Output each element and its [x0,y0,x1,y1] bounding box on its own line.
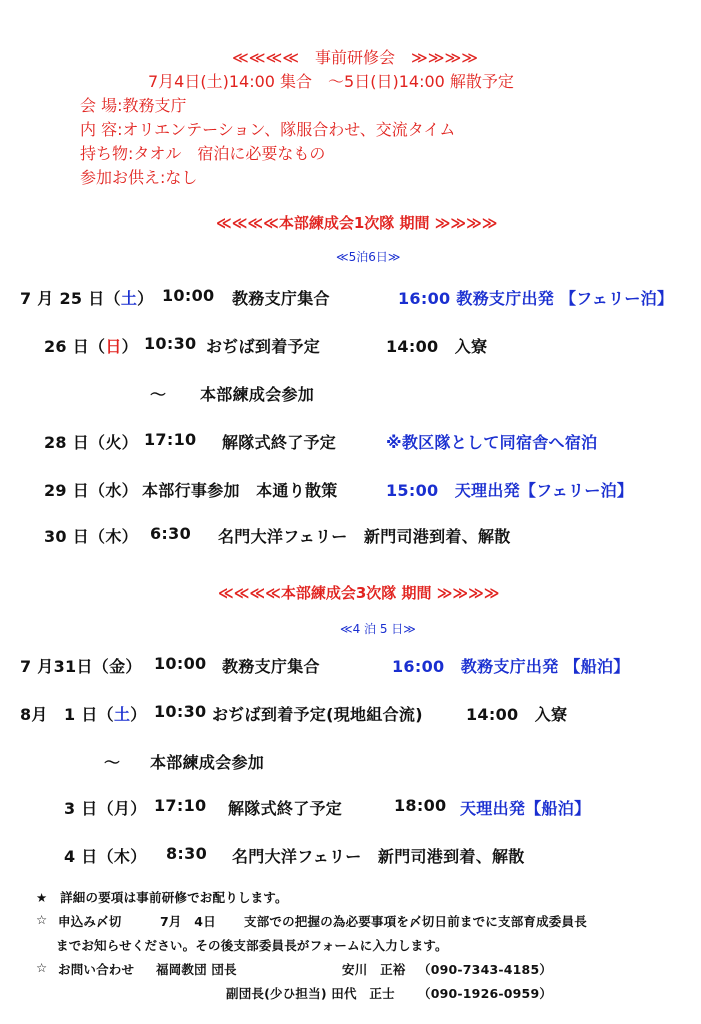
row-event: 本部練成会参加 [200,385,315,404]
note-deadline-cont: までお知らせください。その後支部委員長がフォームに入力します。 [56,938,448,953]
pre-training-venue: 会 場:教務支庁 [80,96,187,115]
row-blue-note: 16:00 教務支庁出発 【フェリー泊】 [398,289,674,308]
row-event: 本部行事参加 本通り散策 [142,481,338,500]
note-contact-mark: ☆ [36,960,48,975]
row-time: 10:00 [162,286,215,305]
row-date: 29 日（水） [44,481,138,500]
row-blue-note: 天理出発【船泊】 [460,799,591,818]
row-date: 26 日（ [44,337,106,356]
first-unit-header [216,212,498,233]
row-paren: ） [130,705,147,724]
row-paren: ） [137,289,154,308]
row-event: おぢば到着予定(現地組合流) [212,705,423,724]
row-event: おぢば到着予定 [206,337,321,356]
row-dow: 土 [120,289,138,308]
first-unit-row-2 [44,334,138,357]
note-vice-phone: （090-1926-0959） [418,986,553,1001]
row-time: 10:30 [144,334,197,353]
third-unit-nights: ≪4 泊 5 日≫ [340,622,416,636]
row-extra: 14:00 入寮 [386,337,488,356]
first-unit-header-text: ≪≪≪≪本部練成会1次隊 期間 ≫≫≫≫ [216,214,498,232]
row-time: 8:30 [166,844,207,863]
row-time: 10:30 [154,702,207,721]
row-date: 4 日（木） [64,847,147,866]
row-event: 本部練成会参加 [150,753,265,772]
note-vice-org: 副団長(少ひ担当) 田代 正士 [226,986,395,1001]
row-blue-note: 15:00 天理出発【フェリー泊】 [386,481,634,500]
row-date: 30 日（木） [44,527,138,546]
note-deadline-label: 申込み〆切 [58,914,122,929]
row-event: 教務支庁集合 [222,657,320,676]
row-time: 17:10 [144,430,197,449]
note-contact-label: お問い合わせ [58,962,135,977]
note-deadline-mark: ☆ [36,912,48,927]
row-extra: 18:00 [394,796,447,815]
row-date: 28 日（火） [44,433,138,452]
pre-training-content: 内 容:オリエンテーション、隊服合わせ、交流タイム [80,120,456,139]
row-time: 10:00 [154,654,207,673]
pre-training-offering: 参加お供え:なし [80,168,198,187]
row-date: 7 月 25 日（ [20,289,121,308]
note-contact-name: 安川 正裕 [342,962,406,977]
row-time: 17:10 [154,796,207,815]
note-deadline-text: 支部での把握の為必要事項を〆切日前までに支部育成委員長 [244,914,587,929]
row-dow: 土 [113,705,131,724]
pre-training-title: ≪≪≪≪ 事前研修会 ≫≫≫≫ [232,48,479,67]
third-unit-row-2 [20,702,147,725]
row-date: 7 月31日（金） [20,657,142,676]
row-dow: 日 [105,337,122,356]
row-paren: ） [121,337,138,356]
row-blue-note: ※教区隊として同宿舎へ宿泊 [386,433,598,452]
note-contact-phone: （090-7343-4185） [418,962,553,977]
row-event: 名門大洋フェリー 新門司港到着、解散 [232,847,525,866]
row-event: 教務支庁集合 [232,289,330,308]
row-tilde: ～ [104,753,121,772]
third-unit-header: ≪≪≪≪本部練成会3次隊 期間 ≫≫≫≫ [218,584,500,602]
note-deadline-date: 7月 4日 [160,914,216,929]
pre-training-items: 持ち物:タオル 宿泊に必要なもの [80,144,326,163]
row-extra: 14:00 入寮 [466,705,568,724]
pre-training-schedule: 7月4日(土)14:00 集合 ～5日(日)14:00 解散予定 [148,72,514,91]
note-contact-org: 福岡教団 団長 [156,962,237,977]
row-blue-note: 16:00 教務支庁出発 【船泊】 [392,657,630,676]
first-unit-nights: ≪5泊6日≫ [336,250,401,264]
row-tilde: ～ [150,385,167,404]
row-event: 解隊式終了予定 [228,799,343,818]
row-time: 6:30 [150,524,191,543]
first-unit-row-1 [20,286,153,309]
row-date: 8月 1 日（ [20,705,114,724]
row-event: 名門大洋フェリー 新門司港到着、解散 [218,527,511,546]
row-event: 解隊式終了予定 [222,433,337,452]
row-date: 3 日（月） [64,799,147,818]
note-details: ★ 詳細の要項は事前研修でお配りします。 [36,890,288,905]
